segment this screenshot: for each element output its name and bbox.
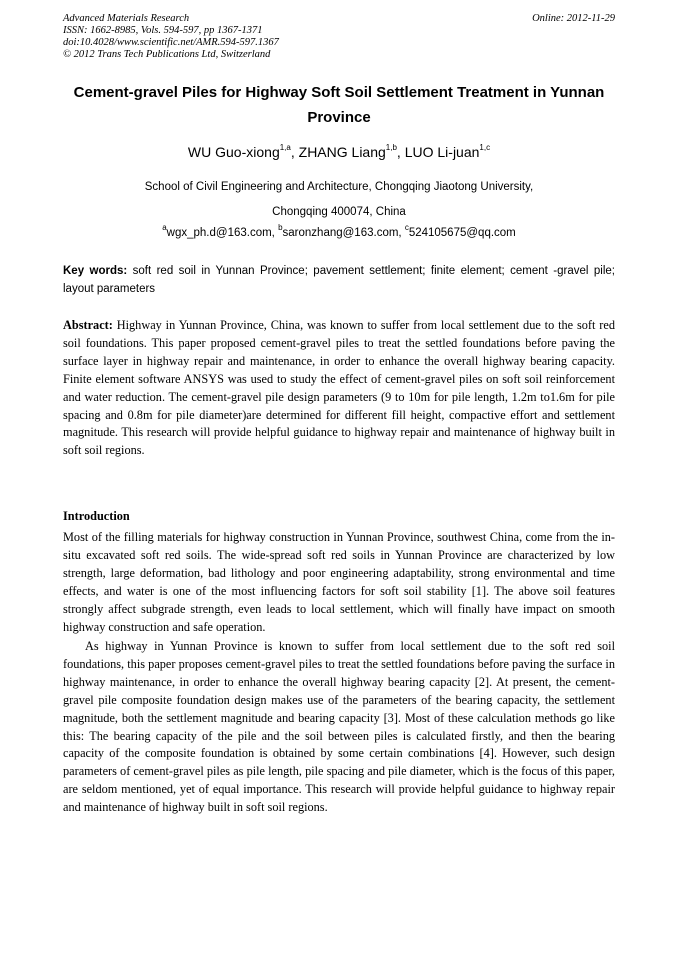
abstract-label: Abstract: xyxy=(63,318,113,332)
abstract-text: Highway in Yunnan Province, China, was known to suffer from local settlement due to the soft red soil foundations. This paper proposed cement-gravel piles to treat the settled foundations before paving the surface layer in highway repair and maintenance, in order to enhance the overall highway bearing capacity. Finite element software ANSYS was used to study the effect of cement-gravel piles on soft soil reinforcement and water reduction. The cement-gravel pile design parameters (9 to 10m for pile length, 1.2m to1.6m for pile spacing and 0.8m for pile diameter)are determined for different fill height, compactive effort and settlement magnitude. This research will provide helpful guidance to highway repair and maintenance of highway built in soft soil regions. xyxy=(63,318,615,458)
author-affiliation-mark: 1,b xyxy=(385,143,397,153)
journal-header xyxy=(63,13,615,61)
keywords-label: Key words: xyxy=(63,265,128,277)
author-name: ZHANG Liang xyxy=(298,144,386,160)
issn-line: ISSN: 1662-8985, Vols. 594-597, pp 1367-1371 xyxy=(63,25,263,36)
introduction-heading: Introduction xyxy=(63,509,130,523)
author-affiliation-mark: 1,a xyxy=(279,143,291,153)
copyright-line: © 2012 Trans Tech Publications Ltd, Switzerland xyxy=(63,49,271,60)
paper-title: Cement-gravel Piles for Highway Soft Soil Settlement Treatment in Yunnan Province xyxy=(73,84,605,126)
author-list xyxy=(63,142,615,162)
affiliation xyxy=(63,175,615,225)
affiliation-line: School of Civil Engineering and Architecture, Chongqing Jiaotong University, xyxy=(144,181,534,193)
email-list xyxy=(63,224,615,242)
journal-name: Advanced Materials Research xyxy=(63,13,190,24)
doi-line: doi:10.4028/www.scientific.net/AMR.594-597.1367 xyxy=(63,37,279,48)
keywords-section xyxy=(63,262,615,298)
email-link[interactable]: 524105675@qq.com xyxy=(408,227,516,239)
author-name: WU Guo-xiong xyxy=(187,144,280,160)
author-separator: , xyxy=(396,144,405,160)
email-link[interactable]: wgx_ph.d@163.com, xyxy=(166,227,279,239)
author-name: LUO Li-juan xyxy=(404,144,480,160)
abstract-section xyxy=(63,317,615,460)
introduction-paragraph: As highway in Yunnan Province is known to suffer from local settlement due to the soft red soil foundations, this paper proposes cement-gravel piles to treat the settled foundations before paving the surface in highway maintenance, in order to enhance the overall highway bearing capacity [2]. At present, the cement-gravel pile composite foundation design makes use of the parameters of the bearing capacity, the settlement magnitude, both the settlement magnitude and bearing capacity [3]. Most of these calculation methods go like this: The bearing capacity of the pile and the soil between piles is calculated firstly, and then the bearing capacity of the composite foundation is obtained by some certain combinations [4]. However, such design parameters of cement-gravel piles as pile length, pile spacing and pile diameter, which is the focus of this paper, are seldom mentioned, yet of equal importance. This research will provide helpful guidance to highway repair and maintenance of highway built in soft soil regions. xyxy=(63,639,615,815)
online-date: Online: 2012-11-29 xyxy=(532,13,615,24)
email-mark: a xyxy=(162,223,167,233)
email-mark: b xyxy=(278,223,283,233)
introduction-paragraph: Most of the filling materials for highway construction in Yunnan Province, southwest China, come from the in-situ excavated soft red soils. The wide-spread soft red soils in Yunnan Province are characterized by low strength, large deformation, bad lithology and poor engineering adaptability, strong environmental and time effects, and water is one of the most influencing factors for soft soil stability [1]. The above soil features strongly affect subgrade strength, even leads to local settlement, which will finally have impact on smooth highway construction and safe operation. xyxy=(63,530,615,634)
email-mark: c xyxy=(404,223,409,233)
email-link[interactable]: saronzhang@163.com, xyxy=(282,227,405,239)
affiliation-line: Chongqing 400074, China xyxy=(272,206,406,218)
keywords-text: soft red soil in Yunnan Province; pavement settlement; finite element; cement -gravel pile; layout parameters xyxy=(63,265,615,295)
author-affiliation-mark: 1,c xyxy=(479,143,491,153)
author-separator: , xyxy=(290,144,299,160)
